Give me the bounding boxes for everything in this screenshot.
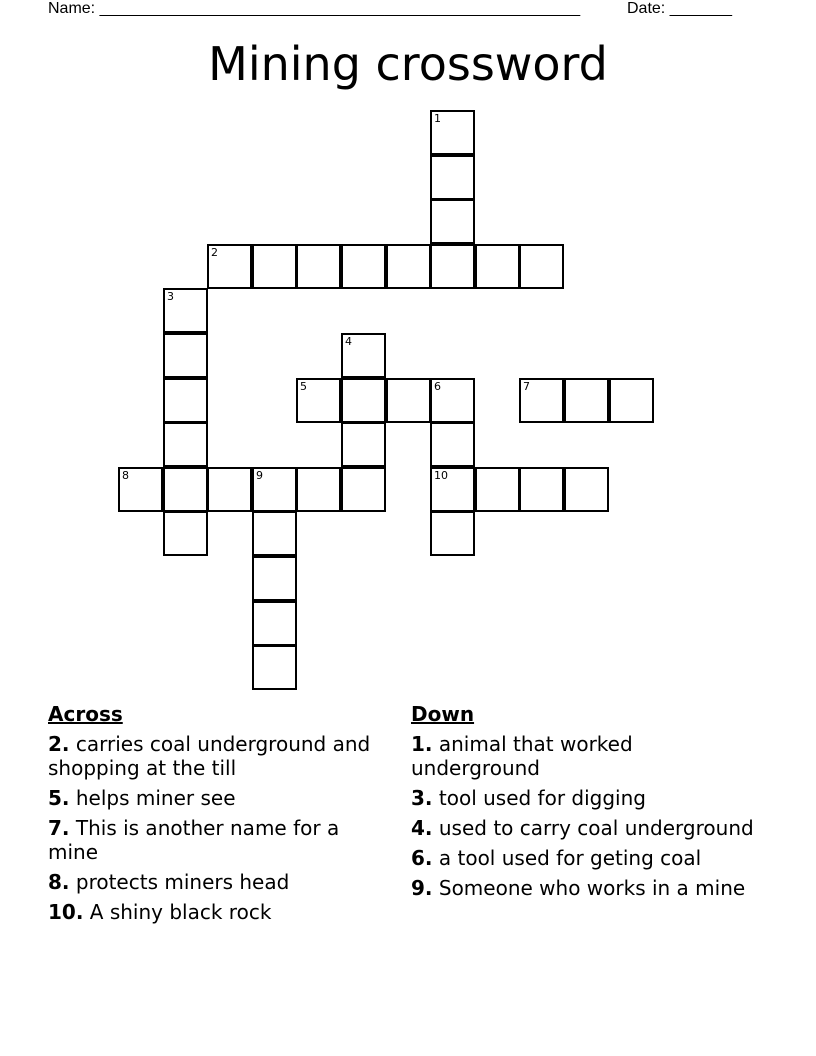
- grid-cell[interactable]: [386, 244, 431, 289]
- cell-number: 8: [122, 469, 129, 482]
- grid-cell[interactable]: [296, 467, 341, 512]
- grid-cell[interactable]: [252, 467, 297, 512]
- grid-cell[interactable]: [163, 422, 208, 467]
- grid-cell[interactable]: [118, 467, 163, 512]
- grid-cell[interactable]: [207, 244, 252, 289]
- grid-cell[interactable]: [564, 378, 609, 423]
- cell-number: 6: [434, 380, 441, 393]
- grid-cell[interactable]: [252, 511, 297, 556]
- grid-cell[interactable]: [296, 244, 341, 289]
- grid-cell[interactable]: [252, 601, 297, 646]
- grid-cell[interactable]: [252, 556, 297, 601]
- grid-cell[interactable]: [430, 244, 475, 289]
- page-title: Mining crossword: [208, 37, 608, 91]
- grid-cell[interactable]: [475, 467, 520, 512]
- grid-cell[interactable]: [341, 467, 386, 512]
- grid-cell[interactable]: [341, 244, 386, 289]
- grid-cell[interactable]: [296, 378, 341, 423]
- across-clues: [48, 702, 388, 930]
- cell-number: 7: [523, 380, 530, 393]
- cell-number: 9: [256, 469, 263, 482]
- cell-number: 5: [300, 380, 307, 393]
- grid-cell[interactable]: [163, 378, 208, 423]
- clue-across-8: 8. protects miners head: [48, 870, 290, 894]
- cell-number: 2: [211, 246, 218, 259]
- cell-number: 4: [345, 335, 352, 348]
- cell-number: 1: [434, 112, 441, 125]
- down-clues: [411, 702, 761, 906]
- grid-cell[interactable]: [207, 467, 252, 512]
- grid-cell[interactable]: [519, 467, 564, 512]
- clue-across-5: 5. helps miner see: [48, 786, 236, 810]
- grid-cell[interactable]: [163, 467, 208, 512]
- grid-cell[interactable]: [341, 422, 386, 467]
- grid-cell[interactable]: [519, 244, 564, 289]
- clue-across-7: 7. This is another name for a mine: [48, 816, 340, 864]
- grid-cell[interactable]: [430, 467, 475, 512]
- grid-cell[interactable]: [475, 244, 520, 289]
- grid-cell[interactable]: [163, 511, 208, 556]
- clue-across-2: 2. carries coal underground and shopping at the till: [48, 732, 371, 780]
- grid-cell[interactable]: [163, 333, 208, 378]
- grid-cell[interactable]: [430, 155, 475, 200]
- clue-across-10: 10. A shiny black rock: [48, 900, 272, 924]
- grid-cell[interactable]: [430, 199, 475, 244]
- grid-cell[interactable]: [430, 422, 475, 467]
- grid-cell[interactable]: [564, 467, 609, 512]
- grid-cell[interactable]: [341, 378, 386, 423]
- clue-down-3: 3. tool used for digging: [411, 786, 646, 810]
- grid-cell[interactable]: [430, 110, 475, 155]
- grid-cell[interactable]: [163, 288, 208, 333]
- grid-cell[interactable]: [252, 645, 297, 690]
- clue-down-9: 9. Someone who works in a mine: [411, 876, 746, 900]
- cell-number: 10: [434, 469, 448, 482]
- grid-cell[interactable]: [341, 333, 386, 378]
- across-heading: Across: [48, 702, 123, 726]
- grid-cell[interactable]: [430, 378, 475, 423]
- clue-down-6: 6. a tool used for geting coal: [411, 846, 702, 870]
- name-field[interactable]: Name: ______________________________________________________: [48, 0, 581, 17]
- grid-cell[interactable]: [609, 378, 654, 423]
- clue-down-1: 1. animal that worked underground: [411, 732, 633, 780]
- grid-cell[interactable]: [252, 244, 297, 289]
- grid-cell[interactable]: [430, 511, 475, 556]
- clue-down-4: 4. used to carry coal underground: [411, 816, 754, 840]
- down-heading: Down: [411, 702, 475, 726]
- grid-cell[interactable]: [519, 378, 564, 423]
- grid-cell[interactable]: [386, 378, 431, 423]
- date-field[interactable]: Date: _______: [627, 0, 732, 17]
- cell-number: 3: [167, 290, 174, 303]
